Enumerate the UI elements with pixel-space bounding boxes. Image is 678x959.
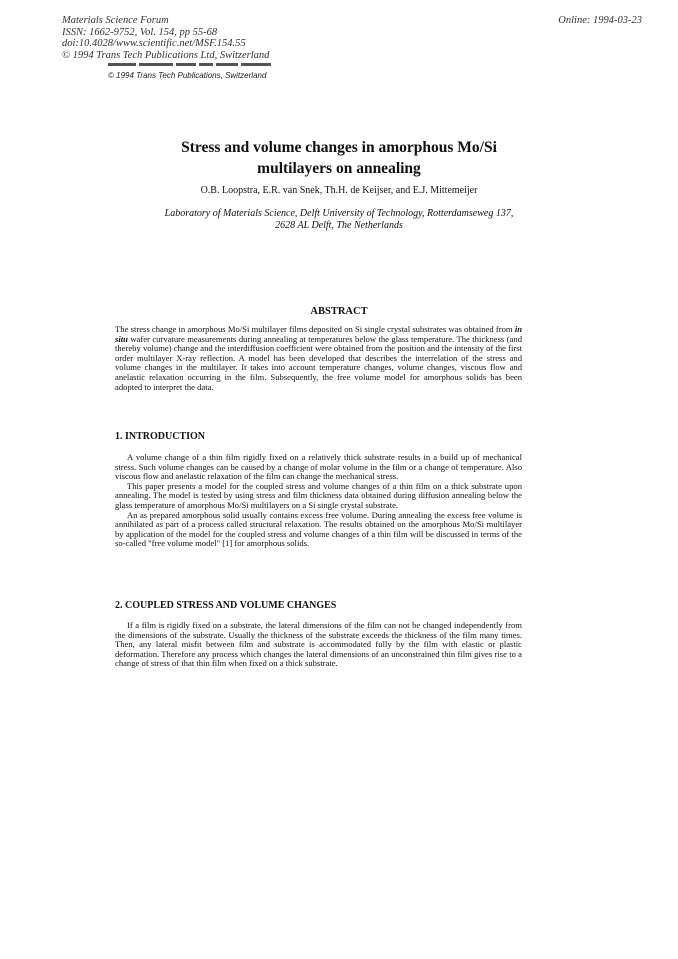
section-heading-introduction: 1. INTRODUCTION xyxy=(115,431,206,442)
online-date: Online: 1994-03-23 xyxy=(558,15,642,26)
authors: O.B. Loopstra, E.R. van Snek, Th.H. de Keijser, and E.J. Mittemeijer xyxy=(200,185,478,196)
clipped-header-line xyxy=(108,63,294,69)
introduction-body xyxy=(115,453,522,549)
abstract-text xyxy=(115,325,522,392)
section-heading-coupled-stress: 2. COUPLED STRESS AND VOLUME CHANGES xyxy=(115,600,337,611)
title-line-2: multilayers on annealing xyxy=(257,160,421,177)
paragraph: This paper presents a model for the coupled stress and volume changes of a thin film on a thick substrate upon annealing. The model is tested by using stress and film thickness data obtained during diffusion annealing below the glass temperature of amorphous Mo/Si multilayers on a Si single crystal substrate. xyxy=(115,480,522,510)
section2-body xyxy=(115,621,522,669)
affiliation xyxy=(0,208,678,231)
issn-line: ISSN: 1662-9752, Vol. 154, pp 55-68 xyxy=(62,26,218,38)
doi-line: doi:10.4028/www.scientific.net/MSF.154.55 xyxy=(62,38,246,49)
paper-title xyxy=(0,137,678,179)
title-line-1: Stress and volume changes in amorphous Mo/Si xyxy=(181,139,497,156)
abstract-italic: in situ xyxy=(115,324,522,344)
affiliation-line-2: 2628 AL Delft, The Netherlands xyxy=(275,219,403,231)
abstract-heading: ABSTRACT xyxy=(310,306,368,317)
paragraph: If a film is rigidly fixed on a substrate, the lateral dimensions of the film can not be changed independently from the dimensions of the substrate. Usually the thickness of the substrate exceeds the thickness of the film many times. Then, any lateral misfit between film and substrate is accommodated fully by the film with elastic or plastic deformation. Therefore any process which changes the lateral dimensions of an unconstrained thin film gives rise to a change of stress of that thin film when fixed on a thick substrate. xyxy=(115,620,522,669)
paragraph: An as prepared amorphous solid usually contains excess free volume. During annealing the excess free volume is annihilated as part of a process called structural relaxation. The results obtained on the amorphous Mo/Si multilayer by application of the model for the coupled stress and volume changes of a thin film will be discussed in terms of the so-called "free volume model" [1] for amorphous solids. xyxy=(115,509,522,549)
journal-name: Materials Science Forum xyxy=(62,15,169,26)
abstract-text-a: The stress change in amorphous Mo/Si multilayer films deposited on Si single crystal substrates was obtained from xyxy=(115,324,515,334)
copyright-line: © 1994 Trans Tech Publications Ltd, Switzerland xyxy=(62,49,270,61)
paragraph: A volume change of a thin film rigidly fixed on a relatively thick substrate results in a build up of mechanical stress. Such volume changes can be caused by a change of molar volume in the film or a change of temperature. Also viscous flow and anelastic relaxation of the film can change the mechanical stress. xyxy=(115,452,522,482)
affiliation-line-1: Laboratory of Materials Science, Delft University of Technology, Rotterdamseweg 137, xyxy=(164,208,514,219)
publisher-copyright: © 1994 Trans Tech Publications, Switzerland xyxy=(108,71,267,80)
journal-metadata xyxy=(62,15,269,61)
abstract-text-b: wafer curvature measurements during annealing at temperatures below the glass temperature. The thickness (and thereby volume) change and the interdiffusion coefficient were obtained from the position and the intensity of the first order multilayer X-ray reflection. A model has been developed that describes the interrelation of the stress and volume changes in the multilayer. It takes into account temperature changes, volume changes, viscous flow and anelastic relaxation occurring in the film. Subsequently, the free volume model for amorphous solids has been adopted to interpret the data. xyxy=(115,333,522,392)
